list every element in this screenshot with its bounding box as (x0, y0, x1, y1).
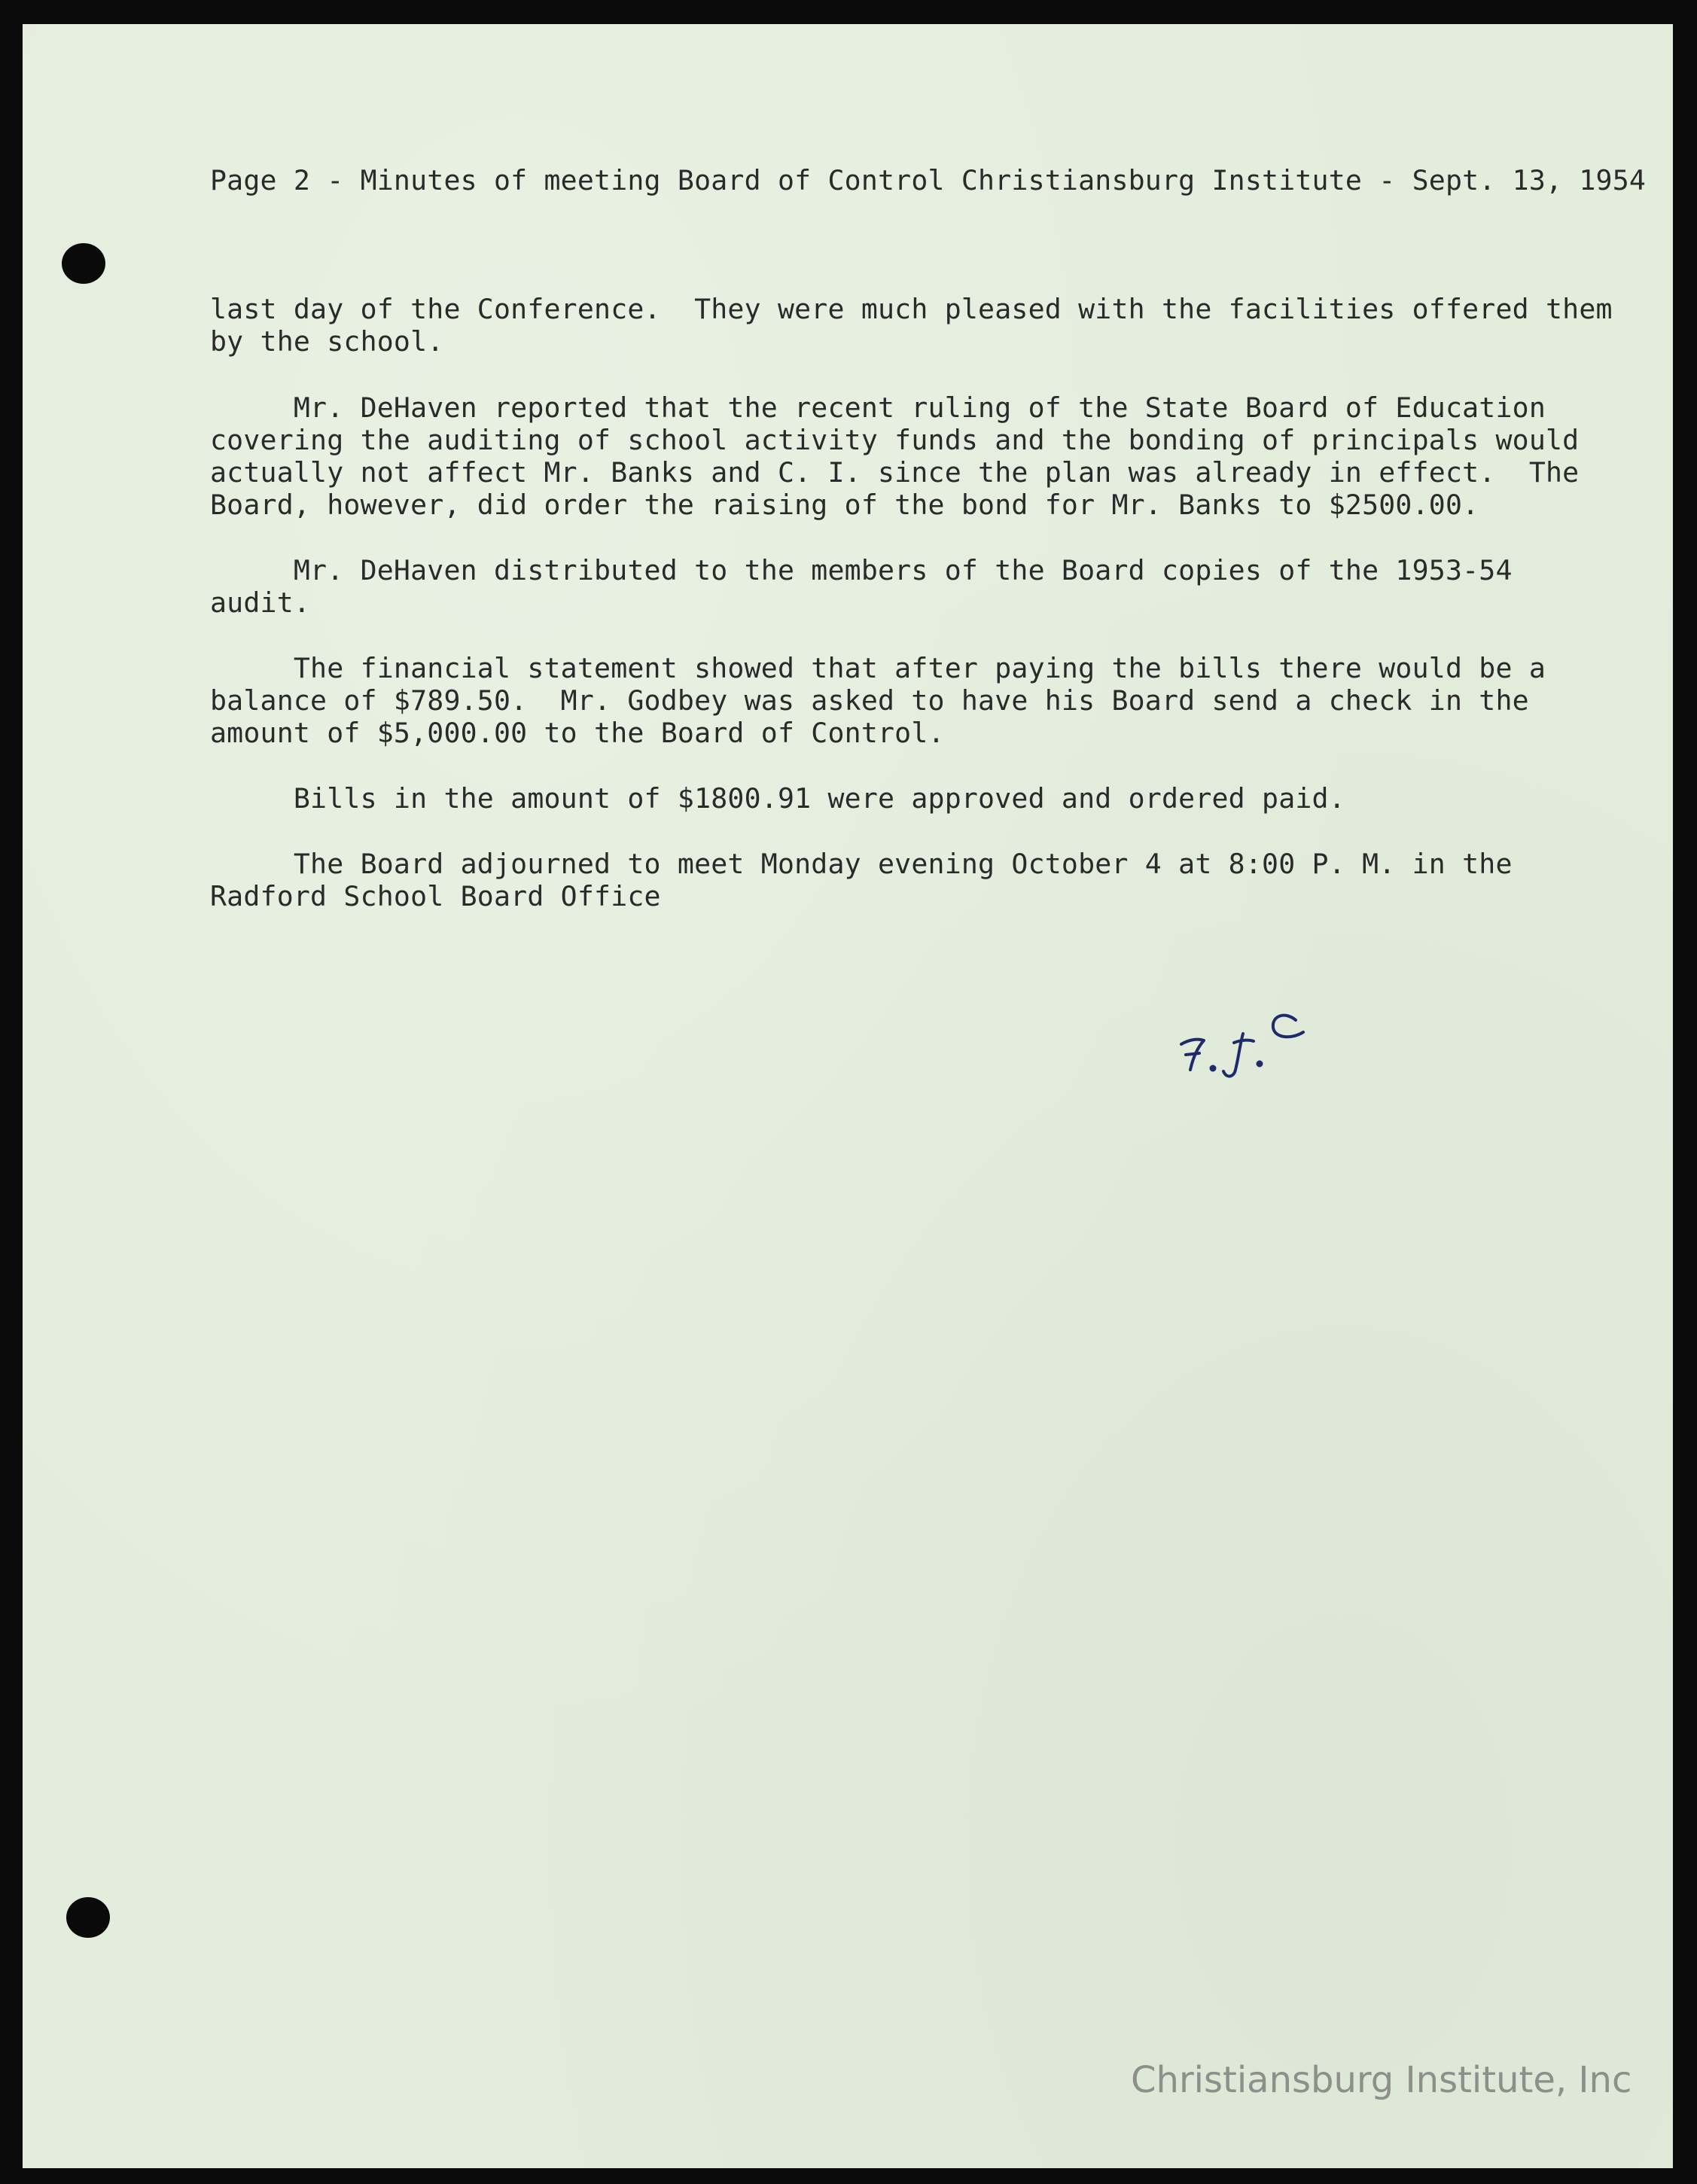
paragraph-bills-approved: Bills in the amount of $1800.91 were approved and ordered paid. (210, 782, 1345, 815)
paragraph-audit-copies: Mr. DeHaven distributed to the members of the Board copies of the 1953-54 audit. (210, 554, 1513, 619)
handwritten-initials (1171, 998, 1336, 1080)
paragraph-conference: last day of the Conference. They were much pleased with the facilities offered them by the school. (210, 293, 1613, 358)
punch-hole-top (62, 243, 105, 284)
page-header: Page 2 - Minutes of meeting Board of Control Christiansburg Institute - Sept. 13, 1954 (210, 164, 1647, 196)
paragraph-financial-statement: The financial statement showed that after paying the bills there would be a balance of $789.50. Mr. Godbey was asked to have his Board send a check in the amount of $5,000.00 to the Board of Control. (210, 652, 1546, 749)
paragraph-state-board-ruling: Mr. DeHaven reported that the recent ruling of the State Board of Education covering the auditing of school activity funds and the bonding of principals would actually not affect Mr. Banks and C. I. since the plan was already in effect. The Board, however, did order the raising of the bond for Mr. Banks to $2500.00. (210, 391, 1580, 521)
punch-hole-bottom (66, 1897, 110, 1938)
watermark: Christiansburg Institute, Inc (1131, 2059, 1632, 2101)
paragraph-adjournment: The Board adjourned to meet Monday evening October 4 at 8:00 P. M. in the Radford School Board Office (210, 848, 1513, 912)
